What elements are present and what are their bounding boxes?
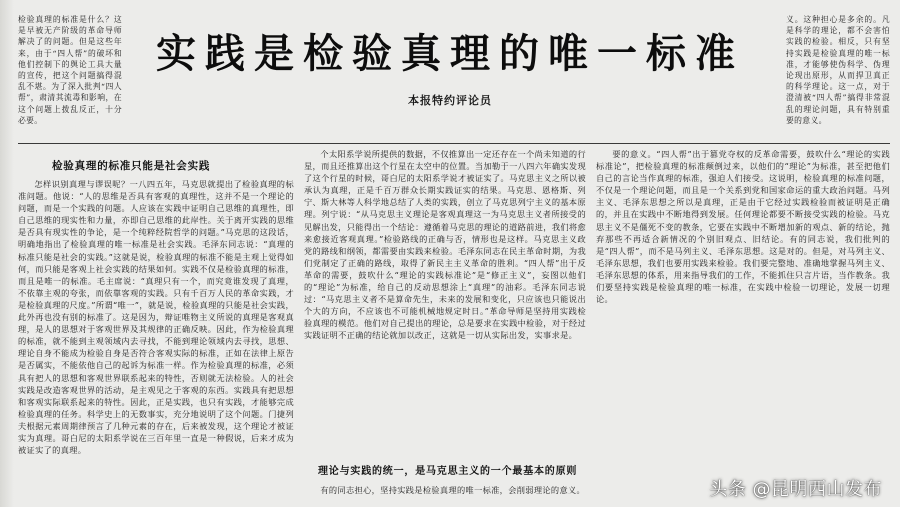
- body-column-2: 个太阳系学说所提供的数据，不仅推算出一定还存在一个尚未知道的行星，而且还推算出这个行星在太空中的位置。当加勒于一八四六年确实发现了这个行星的时候，哥白尼的太阳系学说才被证实了。马克思主义之所以被承认为真理，正是千百万群众长期实践证实的结果。马克思、恩格斯、列宁、斯大林等人科学地总结了人类的实践，创立了马克思列宁主义的基本原理。列宁说：“从马克思主义理论是客观真理这一为马克思主义者所接受的见解出发，只能得出一个结论：遵循着马克思的理论的道路前进，我们将愈来愈接近客观真理。”检验路线的正确与否，情形也是这样。马克思主义政党的路线和纲领，都需要由实践来检验。毛泽东同志在民主革命时期，为我们党制定了正确的路线，取得了新民主主义革命的胜利。“四人帮”出于反革命的需要，鼓吹什么“理论的实践标准论”是“修正主义”，妄图以他们的“理论”为标准，给自己的反动思想涂上“真理”的油彩。毛泽东同志说过：“马克思主义者不是算命先生，未来的发展和变化，只应该也只能说出个大的方向，不应该也不可能机械地规定时日。”革命导师是坚持用实践检验真理的模范。他们对自己提出的理论，总是要求在实践中检验，对于经过实践证明不正确的结论就加以改正，这就是一切从实际出发，实事求是。: [304, 149, 586, 341]
- byline: 本报特约评论员: [408, 94, 492, 107]
- editor-note: 检验真理的标准是什么？这是早被无产阶级的革命导师解决了的问题。但是这些年来，由于“四人帮”的破坏和他们控制下的舆论工具大量的宣传，把这个问题搞得混乱不堪。为了深入批判“四人帮”，肃清其流毒和影响，在这个问题上拨乱反正，十分必要。: [18, 15, 122, 125]
- paper-edge-shadow: [0, 0, 14, 507]
- section-heading-1: 检验真理的标准只能是社会实践: [52, 160, 211, 172]
- source-watermark: 头条 @昆明西山发布: [709, 479, 882, 500]
- section-heading-2: 理论与实践的统一，是马克思主义的一个最基本的原则: [318, 466, 578, 477]
- headline: 实践是检验真理的唯一标准: [156, 31, 744, 77]
- body-column-2-continued: 有的同志担心，坚持实践是检验真理的唯一标准，会削弱理论的意义。: [320, 485, 586, 495]
- body-column-1: 怎样识别真理与谬误呢？一八四五年，马克思就提出了检验真理的标准问题。他说：“人的思维是否具有客观的真理性，这并不是一个理论的问题，而是一个实践的问题。人应该在实践中证明自己思维的真理性，即自己思维的现实性和力量，亦即自己思维的此岸性。关于离开实践的思维是否具有现实性的争论，是一个纯粹经院哲学的问题。”马克思的这段话，明确地指出了检验真理的唯一标准是社会实践。毛泽东同志说：“真理的标准只能是社会的实践。”这就是说，检验真理的标准不能是主观上觉得如何，而只能是客观上社会实践的结果如何。实践不仅是检验真理的标准，而且是唯一的标准。毛主席说：“真理只有一个，而究竟谁发现了真理，不依靠主观的夸张，而依靠客观的实践。只有千百万人民的革命实践，才是检验真理的尺度。”所谓“唯一”，就是说，检验真理的只能是社会实践，此外再也没有别的标准了。这是因为，辩证唯物主义所说的真理是客观真理，是人的思想对于客观世界及其规律的正确反映。因此，作为检验真理的标准，就不能到主观领域内去寻找，不能到理论领域内去寻找，思想、理论自身不能成为检验自身是否符合客观实际的标准，正如在法律上原告是否属实，不能依他自己的起诉为标准一样。作为检验真理的标准，必须具有把人的思想和客观世界联系起来的特性，否则就无法检验。人的社会实践是改造客观世界的活动，是主观见之于客观的东西。实践具有把思想和客观实际联系起来的特性。因此，正是实践，也只有实践，才能够完成检验真理的任务。科学史上的无数事实，充分地说明了这个问题。门捷列夫根据元素周期律预言了几种元素的存在，后来被发现，这个理论才被证实为真理。哥白尼的太阳系学说在三百年里一直是一种假说，后来才成为被证实了的真理。: [18, 179, 294, 456]
- body-column-3: 要的意义。“四人帮”出于篡党夺权的反革命需要，鼓吹什么“理论的实践标准论”，把检验真理的标准颠倒过来，以他们的“理论”为标准，甚至把他们自己的言论当作真理的标准，强迫人们接受。这说明，检验真理的标准问题，不仅是一个理论问题，而且是一个关系到党和国家命运的重大政治问题。马列主义、毛泽东思想之所以是真理，正是由于它经过实践检验而被证明是正确的，并且在实践中不断地得到发展。任何理论都要不断接受实践的检验。马克思主义不是僵死不变的教条，它要在实践中不断增加新的观点、新的结论，抛弃那些不再适合新情况的个别旧观点、旧结论。有的同志说，我们批判的是“四人帮”，而不是马列主义、毛泽东思想。这是对的。但是，对马列主义、毛泽东思想，我们也要用实践来检验。我们要完整地、准确地掌握马列主义、毛泽东思想的体系，用来指导我们的工作，不能抓住只言片语，当作教条。我们要坚持实践是检验真理的唯一标准，在实践中检验一切理论，发展一切理论。: [596, 149, 890, 305]
- divider-rule: [18, 143, 890, 144]
- right-column-text: 义。这种担心是多余的。凡是科学的理论，都不会害怕实践的检验。相反，只有坚持实践是检验真理的唯一标准，才能够使伪科学、伪理论现出原形，从而捍卫真正的科学理论。这一点，对于澄清被“四人帮”搞得非常混乱的理论问题，具有特别重要的意义。: [786, 15, 890, 125]
